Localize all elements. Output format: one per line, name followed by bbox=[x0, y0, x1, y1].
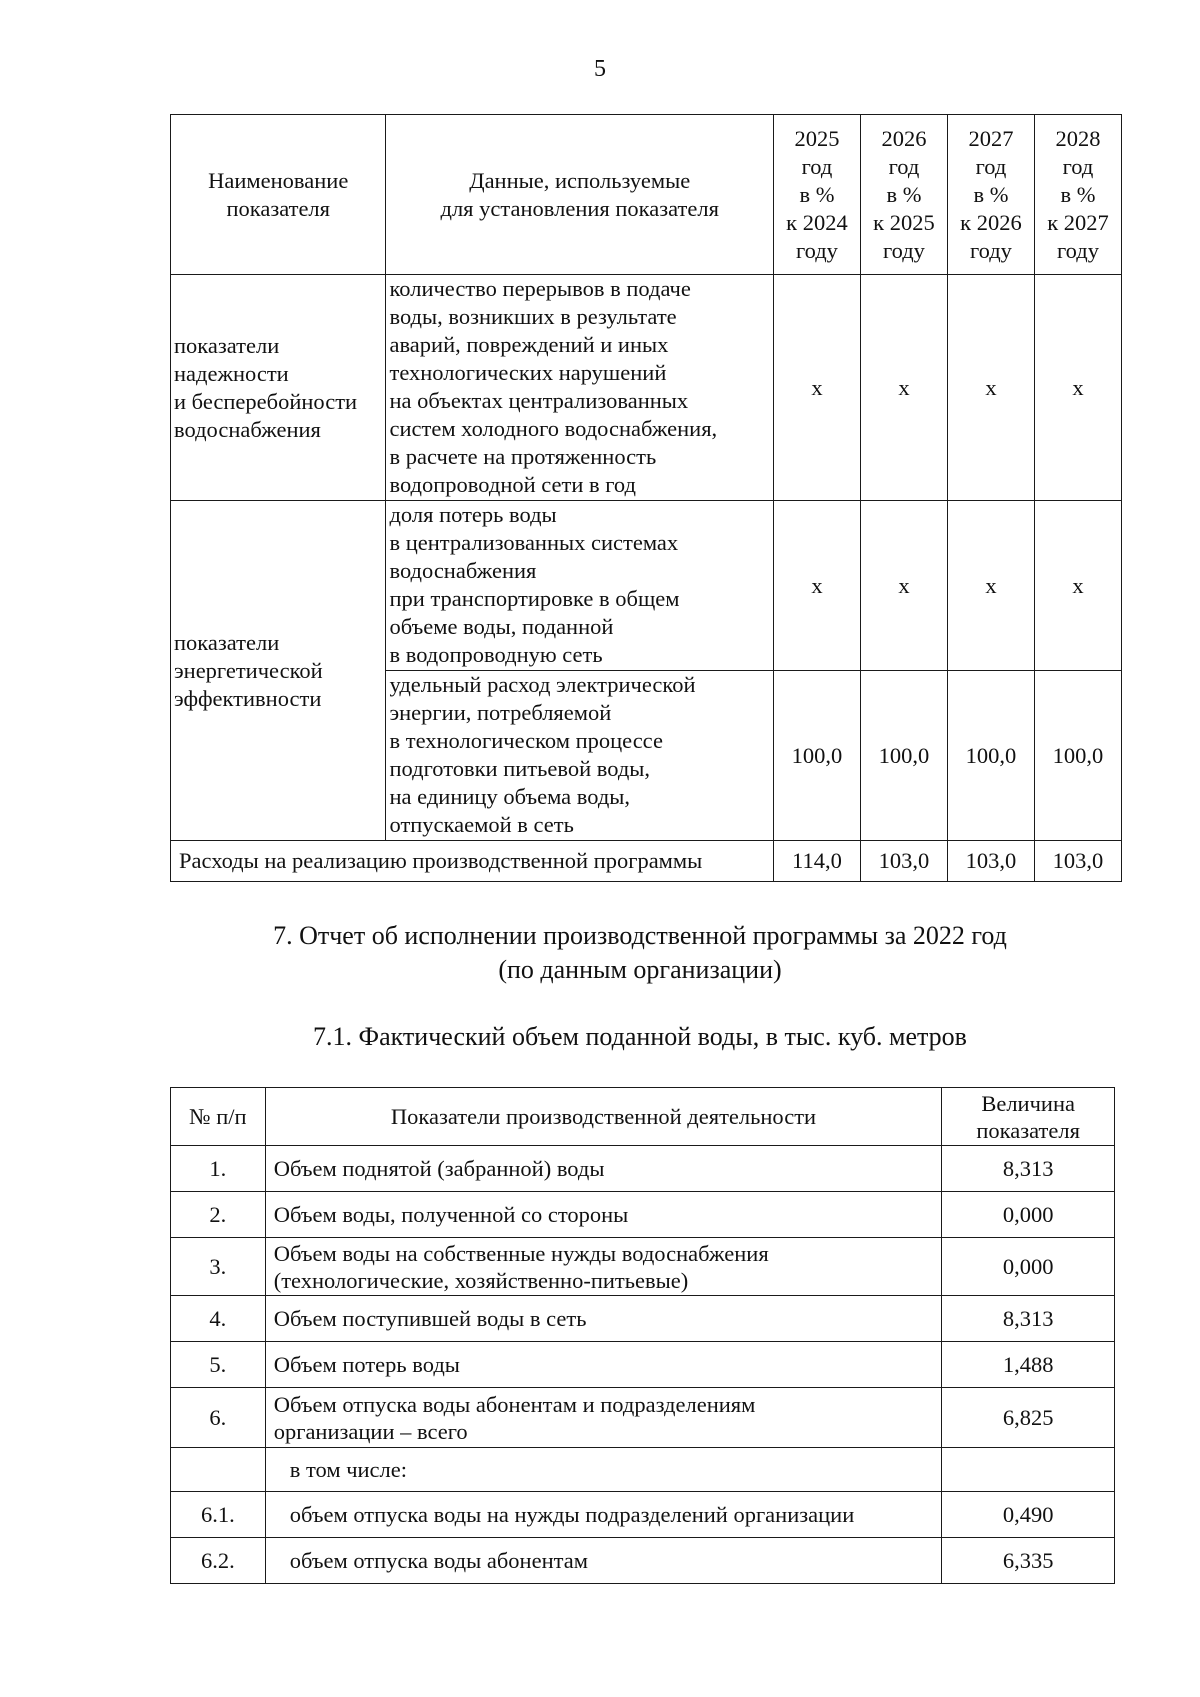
reliability-source-data: количество перерывов в подаче воды, возникших в результате аварий, повреждений и иных технологических нарушений на объектах централизованных систем холодного водоснабжения, в расчете на протяженность водопроводной сети в год bbox=[386, 275, 773, 501]
water-volume-table bbox=[170, 1087, 1115, 1584]
header-year-2028: 2028 год в % к 2027 году bbox=[1034, 115, 1121, 275]
table-header-row bbox=[171, 115, 1122, 275]
production-program-indicators-table bbox=[170, 114, 1122, 882]
value-cell: х bbox=[947, 501, 1034, 671]
row-indicator: Объем поднятой (забранной) воды bbox=[265, 1146, 942, 1192]
table-row-water-loss bbox=[171, 501, 1122, 671]
reliability-indicator-name: показатели надежности и бесперебойности водоснабжения bbox=[171, 275, 386, 501]
energy-consumption-source-data: удельный расход электрической энергии, потребляемой в технологическом процессе подготовки питьевой воды, на единицу объема воды, отпускаемой в сеть bbox=[386, 671, 773, 841]
table-row-reliability bbox=[171, 275, 1122, 501]
value-cell: х bbox=[1034, 275, 1121, 501]
row-number: 4. bbox=[171, 1296, 266, 1342]
header-number: № п/п bbox=[171, 1088, 266, 1146]
row-indicator: Объем отпуска воды абонентам и подразделениям организации – всего bbox=[265, 1388, 942, 1448]
table-header-row bbox=[171, 1088, 1115, 1146]
row-number: 6.2. bbox=[171, 1538, 266, 1584]
value-cell: 100,0 bbox=[947, 671, 1034, 841]
section-7-title: 7. Отчет об исполнении производственной программы за 2022 год (по данным организации) bbox=[273, 921, 1007, 984]
total-value-cell: 114,0 bbox=[773, 841, 860, 882]
row-indicator: Объем воды на собственные нужды водоснабжения (технологические, хозяйственно-питьевые) bbox=[265, 1238, 942, 1296]
header-year-2026: 2026 год в % к 2025 году bbox=[860, 115, 947, 275]
table-row bbox=[171, 1538, 1115, 1584]
row-value: 1,488 bbox=[942, 1342, 1115, 1388]
value-cell: 100,0 bbox=[773, 671, 860, 841]
header-indicator: Показатели производственной деятельности bbox=[265, 1088, 942, 1146]
row-number: 2. bbox=[171, 1192, 266, 1238]
table-row bbox=[171, 1296, 1115, 1342]
row-value: 6,335 bbox=[942, 1538, 1115, 1584]
header-year-2025: 2025 год в % к 2024 году bbox=[773, 115, 860, 275]
table-row bbox=[171, 1238, 1115, 1296]
row-indicator: в том числе: bbox=[265, 1448, 942, 1492]
header-year-2027: 2027 год в % к 2026 году bbox=[947, 115, 1034, 275]
table-row bbox=[171, 1492, 1115, 1538]
table-row bbox=[171, 1448, 1115, 1492]
header-value: Величина показателя bbox=[942, 1088, 1115, 1146]
row-number: 5. bbox=[171, 1342, 266, 1388]
row-number bbox=[171, 1448, 266, 1492]
water-loss-source-data: доля потерь воды в централизованных системах водоснабжения при транспортировке в общем объеме воды, поданной в водопроводную сеть bbox=[386, 501, 773, 671]
row-value: 0,490 bbox=[942, 1492, 1115, 1538]
row-value bbox=[942, 1448, 1115, 1492]
header-source-data: Данные, используемые для установления показателя bbox=[386, 115, 773, 275]
row-number: 1. bbox=[171, 1146, 266, 1192]
row-indicator: Объем потерь воды bbox=[265, 1342, 942, 1388]
row-indicator: объем отпуска воды абонентам bbox=[265, 1538, 942, 1584]
row-value: 6,825 bbox=[942, 1388, 1115, 1448]
value-cell: х bbox=[773, 275, 860, 501]
total-expenses-label: Расходы на реализацию производственной программы bbox=[171, 841, 774, 882]
row-number: 6. bbox=[171, 1388, 266, 1448]
value-cell: 100,0 bbox=[1034, 671, 1121, 841]
total-value-cell: 103,0 bbox=[1034, 841, 1121, 882]
table-row bbox=[171, 1146, 1115, 1192]
table-row bbox=[171, 1192, 1115, 1238]
value-cell: х bbox=[1034, 501, 1121, 671]
total-value-cell: 103,0 bbox=[860, 841, 947, 882]
row-indicator: Объем поступившей воды в сеть bbox=[265, 1296, 942, 1342]
table-row-total-expenses bbox=[171, 841, 1122, 882]
row-value: 8,313 bbox=[942, 1146, 1115, 1192]
row-indicator: Объем воды, полученной со стороны bbox=[265, 1192, 942, 1238]
row-number: 6.1. bbox=[171, 1492, 266, 1538]
row-indicator: объем отпуска воды на нужды подразделений организации bbox=[265, 1492, 942, 1538]
table-row bbox=[171, 1388, 1115, 1448]
value-cell: х bbox=[773, 501, 860, 671]
row-value: 0,000 bbox=[942, 1192, 1115, 1238]
value-cell: 100,0 bbox=[860, 671, 947, 841]
row-value: 8,313 bbox=[942, 1296, 1115, 1342]
section-7-1-subtitle: 7.1. Фактический объем поданной воды, в тыс. куб. метров bbox=[313, 1022, 967, 1051]
value-cell: х bbox=[860, 501, 947, 671]
value-cell: х bbox=[947, 275, 1034, 501]
page-number: 5 bbox=[594, 56, 606, 82]
table-row bbox=[171, 1342, 1115, 1388]
total-value-cell: 103,0 bbox=[947, 841, 1034, 882]
header-indicator-name: Наименование показателя bbox=[171, 115, 386, 275]
row-value: 0,000 bbox=[942, 1238, 1115, 1296]
row-number: 3. bbox=[171, 1238, 266, 1296]
energy-efficiency-indicator-name: показатели энергетической эффективности bbox=[171, 501, 386, 841]
value-cell: х bbox=[860, 275, 947, 501]
